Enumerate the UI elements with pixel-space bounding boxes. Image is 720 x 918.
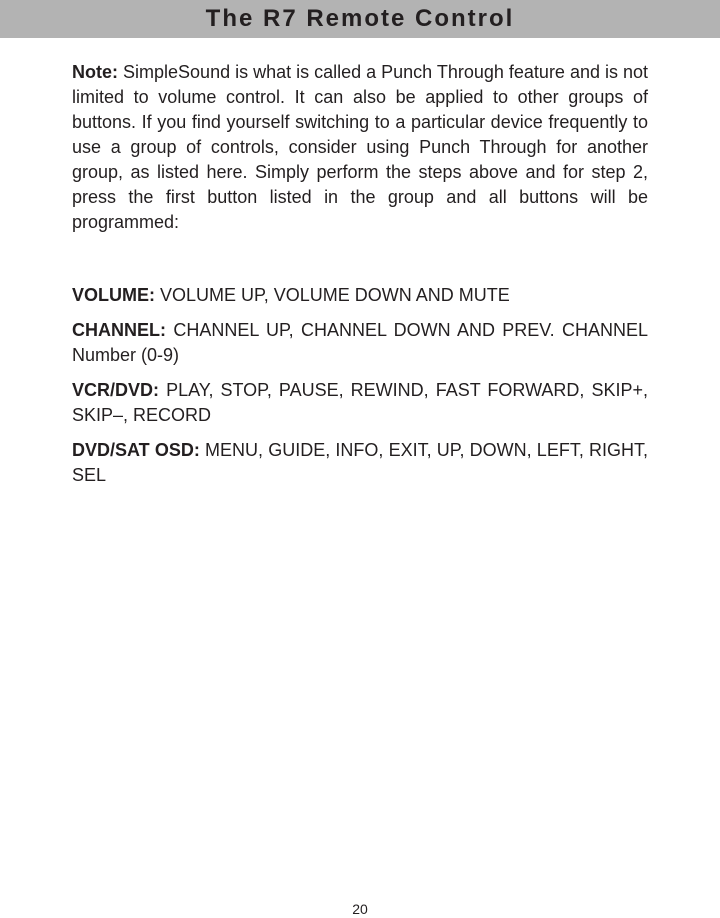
page-content bbox=[72, 60, 648, 498]
page-title: The R7 Remote Control bbox=[205, 5, 515, 32]
group-label: DVD/SAT OSD: bbox=[72, 440, 200, 460]
group-dvd-sat-osd bbox=[72, 438, 648, 488]
group-label: VCR/DVD: bbox=[72, 380, 160, 400]
note-label: Note: bbox=[72, 62, 118, 82]
group-label: VOLUME: bbox=[72, 285, 155, 305]
page-number: 20 bbox=[352, 901, 368, 917]
group-text: VOLUME UP, VOLUME DOWN AND MUTE bbox=[160, 285, 510, 305]
group-text: PLAY, STOP, PAUSE, REWIND, FAST FORWARD, SKIP+, SKIP–, RECORD bbox=[72, 380, 648, 425]
page-header bbox=[0, 0, 720, 38]
note-paragraph bbox=[72, 60, 648, 235]
group-label: CHANNEL: bbox=[72, 320, 166, 340]
group-channel bbox=[72, 318, 648, 368]
button-group-list bbox=[72, 283, 648, 488]
group-text: MENU, GUIDE, INFO, EXIT, UP, DOWN, LEFT, RIGHT, SEL bbox=[72, 440, 648, 485]
group-volume bbox=[72, 283, 648, 308]
group-vcr-dvd bbox=[72, 378, 648, 428]
note-text: SimpleSound is what is called a Punch Through feature and is not limited to volume control. It can also be applied to other groups of buttons. If you find yourself switching to a particular device frequently to use a group of controls, consider using Punch Through for another group, as listed here. Simply perform the steps above and for step 2, press the first button listed in the group and all buttons will be programmed: bbox=[72, 62, 649, 232]
group-text: CHANNEL UP, CHANNEL DOWN AND PREV. CHANNEL Number (0-9) bbox=[72, 320, 648, 365]
